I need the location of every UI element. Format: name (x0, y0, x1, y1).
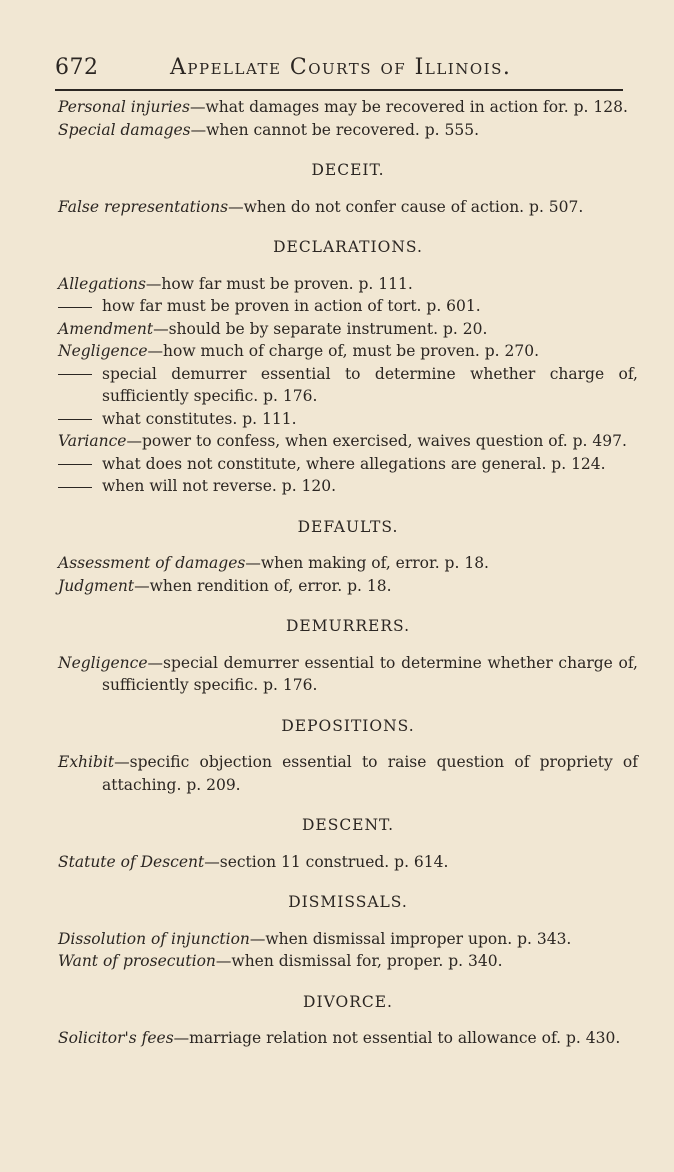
entry-text: —when dismissal for, proper. p. 340. (215, 952, 503, 970)
section-heading: DECEIT. (311, 161, 385, 179)
index-entry (58, 453, 638, 476)
index-entry (58, 552, 638, 575)
entry-term: Assessment of damages (58, 554, 246, 572)
index-entry (58, 928, 638, 951)
entry-text: how far must be proven in action of tort. p. 601. (102, 297, 481, 315)
entry-term: Solicitor's fees (58, 1029, 174, 1047)
section-heading: DISMISSALS. (288, 893, 408, 911)
section-heading: DEFAULTS. (297, 517, 399, 536)
ditto-dash (58, 374, 92, 375)
entry-text: —specific objection essential to raise question of propriety of attaching. p. 209. (102, 753, 638, 794)
entry-term: Negligence (58, 653, 148, 672)
index-entry (58, 363, 638, 408)
entry-text: —when making of, error. p. 18. (245, 554, 489, 572)
index-entry (58, 273, 638, 296)
entry-term: Variance (58, 432, 127, 450)
entry-term: False representations (58, 197, 229, 216)
entry-text: —power to confess, when exercised, waives question of. p. 497. (126, 432, 627, 450)
index-content (58, 96, 638, 1050)
ditto-dash (58, 487, 92, 488)
entry-text: —marriage relation not essential to allowance of. p. 430. (173, 1029, 621, 1047)
entry-term: Judgment (58, 576, 135, 595)
index-entry (58, 652, 638, 697)
entry-text: —should be by separate instrument. p. 20. (153, 319, 488, 338)
index-entry (58, 119, 638, 142)
entry-text: —what damages may be recovered in action for. p. 128. (189, 98, 628, 116)
section-heading: DIVORCE. (303, 992, 393, 1011)
section-heading: DEMURRERS. (286, 617, 410, 635)
entry-term: Exhibit (58, 753, 115, 771)
page-header (55, 55, 634, 85)
entry-text: —how much of charge of, must be proven. p. 270. (147, 342, 540, 360)
ditto-dash (58, 419, 92, 420)
index-entry (58, 408, 638, 431)
entry-text: —when rendition of, error. p. 18. (134, 576, 392, 595)
entry-text: —when do not confer cause of action. p. 507. (228, 197, 584, 216)
ditto-dash (58, 464, 92, 465)
entry-term: Dissolution of injunction (58, 929, 250, 948)
entry-text: —when dismissal improper upon. p. 343. (249, 929, 572, 948)
page-number: 672 (55, 55, 99, 80)
entry-term: Want of prosecution (58, 952, 216, 970)
index-entry (58, 295, 638, 318)
entry-term: Personal injuries (58, 98, 190, 116)
index-entry (58, 430, 638, 453)
entry-term: Negligence (58, 342, 148, 360)
index-entry (58, 1027, 638, 1050)
index-entry (58, 196, 638, 219)
section-heading: DECLARATIONS. (273, 238, 423, 256)
index-entry (58, 751, 638, 796)
index-entry (58, 96, 638, 119)
section-heading: DESCENT. (301, 816, 395, 834)
entry-text: —how far must be proven. p. 111. (145, 274, 413, 293)
index-entry (58, 340, 638, 363)
entry-term: Statute of Descent (58, 852, 205, 871)
index-entry (58, 851, 638, 874)
index-entry (58, 575, 638, 598)
section-heading: DEPOSITIONS. (281, 716, 415, 735)
ditto-dash (58, 307, 92, 308)
entry-text: when will not reverse. p. 120. (102, 477, 337, 495)
entry-text: —when cannot be recovered. p. 555. (190, 120, 480, 139)
header-rule (55, 89, 623, 91)
entry-term: Special damages (58, 120, 191, 139)
running-title: Appellate Courts of Illinois. (170, 55, 512, 80)
entry-text: special demurrer essential to determine whether charge of, sufficiently specific. p. 176. (102, 364, 638, 405)
entry-text: —section 11 construed. p. 614. (204, 852, 449, 871)
index-entry (58, 318, 638, 341)
entry-text: —special demurrer essential to determine whether charge of, sufficiently specific. p. 176. (102, 653, 638, 694)
entry-term: Amendment (58, 319, 154, 338)
index-entry (58, 475, 638, 498)
entry-term: Allegations (58, 274, 146, 293)
entry-text: what constitutes. p. 111. (102, 409, 297, 428)
entry-text: what does not constitute, where allegations are general. p. 124. (102, 454, 606, 473)
index-entry (58, 950, 638, 973)
